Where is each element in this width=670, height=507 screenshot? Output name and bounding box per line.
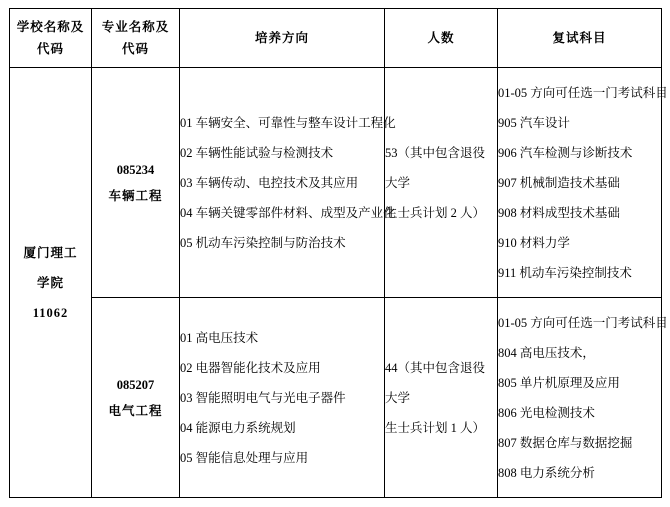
direction-item: 03 智能照明电气与光电子器件 xyxy=(180,390,346,405)
column-header-school-line2: 代码 xyxy=(36,42,64,56)
count-cell xyxy=(385,298,498,498)
direction-item: 01 车辆安全、可靠性与整车设计工程化 xyxy=(180,115,396,130)
major-cell xyxy=(92,68,180,298)
count-line2: 生士兵计划 2 人） xyxy=(385,205,486,220)
exam-cell xyxy=(498,68,668,298)
direction-cell xyxy=(180,298,385,498)
column-header-count xyxy=(385,9,498,68)
direction-item: 05 机动车污染控制与防治技术 xyxy=(180,235,346,250)
major-code: 085207 xyxy=(116,377,155,392)
direction-cell xyxy=(180,68,396,298)
major-code: 085234 xyxy=(116,162,155,177)
school-name-line2: 学院 xyxy=(36,275,64,290)
direction-item: 04 能源电力系统规划 xyxy=(180,420,296,435)
exam-item: 906 汽车检测与诊断技术 xyxy=(498,145,633,160)
exam-item: 01-05 方向可任选一门考试科目 xyxy=(498,85,668,100)
school-cell xyxy=(10,68,92,498)
column-header-school xyxy=(10,9,92,68)
column-header-count-line1: 人数 xyxy=(427,31,455,45)
admissions-table xyxy=(9,8,668,498)
column-header-school-line1: 学校名称及 xyxy=(16,20,85,34)
direction-item: 02 电器智能化技术及应用 xyxy=(180,360,321,375)
exam-item: 910 材料力学 xyxy=(498,235,570,250)
school-name-line1: 厦门理工 xyxy=(23,245,78,260)
table-row xyxy=(10,298,662,498)
column-header-exam-line1: 复试科目 xyxy=(552,31,607,45)
direction-item: 02 车辆性能试验与检测技术 xyxy=(180,145,334,160)
count-line1: 44（其中包含退役大学 xyxy=(385,360,486,405)
major-name: 电气工程 xyxy=(108,403,163,418)
column-header-major-line2: 代码 xyxy=(121,42,149,56)
exam-item: 907 机械制造技术基础 xyxy=(498,175,620,190)
column-header-direction xyxy=(180,9,385,68)
direction-item: 05 智能信息处理与应用 xyxy=(180,450,309,465)
table-row xyxy=(10,68,662,298)
exam-item: 905 汽车设计 xyxy=(498,115,570,130)
exam-item: 805 单片机原理及应用 xyxy=(498,375,620,390)
exam-item: 806 光电检测技术 xyxy=(498,405,595,420)
major-name: 车辆工程 xyxy=(108,188,163,203)
column-header-exam xyxy=(498,9,662,68)
column-header-major-line1: 专业名称及 xyxy=(101,20,170,34)
direction-item: 04 车辆关键零部件材料、成型及产业化 xyxy=(180,205,396,220)
exam-item: 908 材料成型技术基础 xyxy=(498,205,620,220)
direction-item: 01 高电压技术 xyxy=(180,330,259,345)
exam-item: 807 数据仓库与数据挖掘 xyxy=(498,435,633,450)
count-line1: 53（其中包含退役大学 xyxy=(385,145,486,190)
exam-item: 808 电力系统分析 xyxy=(498,465,595,480)
table-body xyxy=(10,68,668,498)
exam-cell xyxy=(498,298,668,498)
major-cell xyxy=(92,298,180,498)
exam-item: 01-05 方向可任选一门考试科目 xyxy=(498,315,668,330)
count-line2: 生士兵计划 1 人） xyxy=(385,420,486,435)
column-header-major xyxy=(92,9,180,68)
exam-item: 911 机动车污染控制技术 xyxy=(498,265,632,280)
column-header-direction-line1: 培养方向 xyxy=(254,31,309,45)
table-header xyxy=(10,9,662,68)
count-cell xyxy=(385,68,498,298)
exam-item: 804 高电压技术， xyxy=(498,345,595,360)
direction-item: 03 车辆传动、电控技术及其应用 xyxy=(180,175,359,190)
header-row xyxy=(10,9,662,68)
school-code: 11062 xyxy=(32,305,69,320)
